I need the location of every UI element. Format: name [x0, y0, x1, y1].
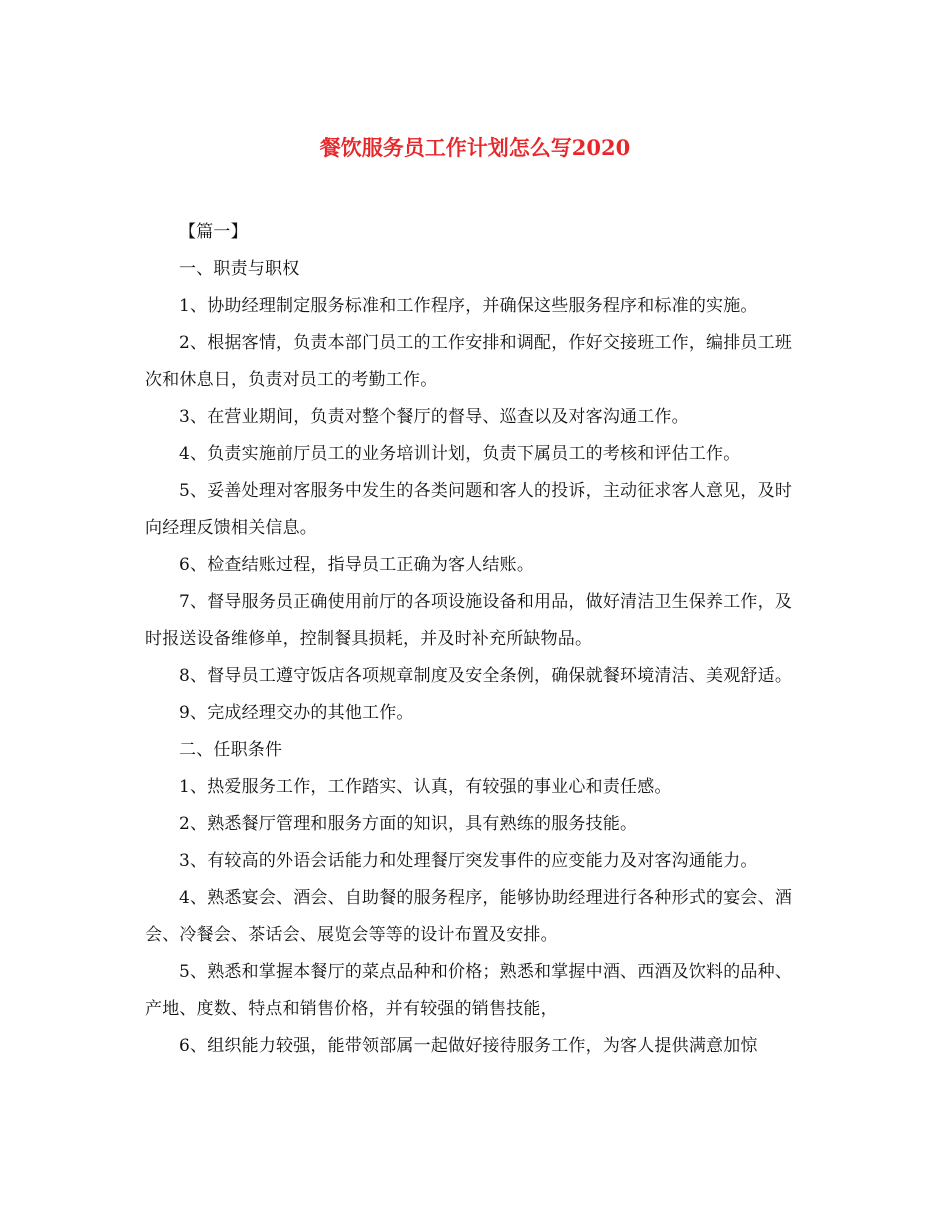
list-item: 6、检查结账过程，指导员工正确为客人结账。: [179, 555, 535, 575]
list-item: 5、妥善处理对客服务中发生的各类问题和客人的投诉，主动征求客人意见，及时向经理反馈相关信息。: [145, 481, 793, 538]
list-item: 7、督导服务员正确使用前厅的各项设施设备和用品，做好清洁卫生保养工作，及时报送设备维修单，控制餐具损耗，并及时补充所缺物品。: [145, 592, 793, 649]
list-item: 3、有较高的外语会话能力和处理餐厅突发事件的应变能力及对客沟通能力。: [179, 851, 758, 871]
document-title: 餐饮服务员工作计划怎么写2020: [319, 135, 631, 160]
list-item: 4、负责实施前厅员工的业务培训计划，负责下属员工的考核和评估工作。: [179, 444, 741, 464]
list-item: 1、协助经理制定服务标准和工作程序，并确保这些服务程序和标准的实施。: [179, 296, 758, 316]
section-heading: 一、职责与职权: [179, 259, 300, 279]
list-item: 1、热爱服务工作，工作踏实、认真，有较强的事业心和责任感。: [179, 777, 672, 797]
list-item: 3、在营业期间，负责对整个餐厅的督导、巡查以及对客沟通工作。: [179, 407, 689, 427]
section-label: 【篇一】: [179, 222, 248, 242]
list-item: 5、熟悉和掌握本餐厅的菜点品种和价格；熟悉和掌握中酒、西酒及饮料的品种、产地、度数、特点和销售价格，并有较强的销售技能，: [145, 962, 793, 1019]
list-item: 4、熟悉宴会、酒会、自助餐的服务程序，能够协助经理进行各种形式的宴会、酒会、冷餐会、茶话会、展览会等等的设计布置及安排。: [145, 888, 793, 945]
list-item: 2、熟悉餐厅管理和服务方面的知识，具有熟练的服务技能。: [179, 814, 638, 834]
list-item: 2、根据客情，负责本部门员工的工作安排和调配，作好交接班工作，编排员工班次和休息日，负责对员工的考勤工作。: [145, 333, 793, 390]
list-item: 8、督导员工遵守饭店各项规章制度及安全条例，确保就餐环境清洁、美观舒适。: [179, 666, 793, 686]
list-item: 6、组织能力较强，能带领部属一起做好接待服务工作，为客人提供满意加惊: [179, 1036, 758, 1056]
document-body: [145, 214, 808, 1065]
list-item: 9、完成经理交办的其他工作。: [179, 703, 414, 723]
section-heading: 二、任职条件: [179, 740, 283, 760]
